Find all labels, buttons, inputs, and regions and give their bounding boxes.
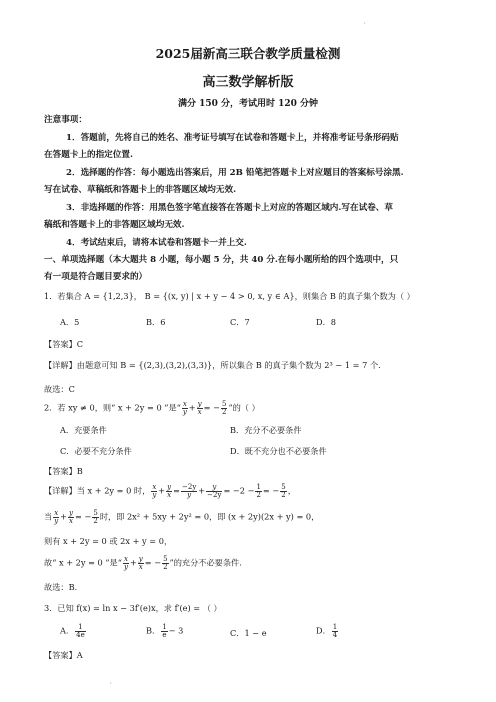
question-2-detail-2-mid: 时，即 2x² + 5xy + 2y² = 0，即 (x + 2y)(2x + y) = 0，: [99, 511, 320, 522]
question-2-detail-2: 当 $\frac{x}{y}$ + $\frac{y}{x}$ = − $\frac{5}{2}$ 时，即 2x² + 5xy + 2y² = 0，即 (x + 2y)(2x + y) = 0，: [44, 509, 320, 525]
question-2-conclusion: 故选：B.: [44, 582, 78, 592]
question-1-detail: 【详解】由题意可知 B = {(2,3),(3,2),(3,3)}，所以集合 B 的真子集个数为 2³ − 1 = 7 个.: [44, 360, 381, 370]
question-2-detail-4: 故“ x + 2y = 0 ”是“ $\frac{x}{y}$ + $\frac{y}{x}$ = − $\frac{5}{2}$ ”的充分不必要条件.: [44, 555, 242, 571]
notice-item-1: 1．答题前，先将自己的姓名、准考证号填写在试卷和答题卡上，并将准考证号条形码贴: [66, 133, 399, 143]
fraction-5-over-2: $\frac{5}{2}$: [221, 400, 227, 416]
question-2-detail-1: 【详解】当 x + 2y = 0 时， $\frac{x}{y}$ + $\frac{y}{x}$ = $\frac{-2y}{y}$ + $\frac{y}{-2y}$ = −2 − $\frac{1}{2}$ = − $\frac{5}{2}$ ，: [44, 483, 296, 499]
question-2-stem: 2．若 xy ≠ 0，则“ x + 2y = 0 ”是“ $\frac{x}{y}$ + $\frac{y}{x}$ = − $\frac{5}{2}$ ”的（ ）: [44, 400, 260, 416]
notice-heading: 注意事项：: [44, 115, 87, 125]
question-1-answer: 【答案】C: [44, 339, 84, 349]
question-1-option-b: B．6: [146, 317, 166, 327]
question-1-stem: 1．若集合 A = {1,2,3}， B = {(x, y) | x + y − 4 > 0, x, y ∈ A}，则集合 B 的真子集个数为（ ）: [44, 291, 415, 301]
notice-item-3: 3．非选择题的作答：用黑色签字笔直接答在答题卡上对应的答题区域内.写在试卷、草: [66, 203, 393, 213]
question-2-option-d: D．既不充分也不必要条件: [230, 446, 327, 456]
fraction-x-over-y: $\frac{x}{y}$: [182, 400, 187, 416]
question-2-detail-4-post: ”的充分不必要条件.: [169, 557, 242, 568]
fraction-y-over-x: $\frac{y}{x}$: [197, 400, 202, 416]
notice-item-3-cont: 稿纸和答题卡上的非答题区域均无效.: [44, 220, 185, 230]
exam-meta: 满分 150 分，考试用时 120 分钟: [177, 99, 319, 109]
notice-item-4: 4．考试结束后，请将本试卷和答题卡一并上交.: [66, 238, 247, 248]
exam-subtitle: 高三数学解析版: [202, 75, 294, 90]
question-2-detail-2-pre: 当: [44, 511, 53, 522]
question-1-option-c: C．7: [230, 317, 250, 327]
question-3-stem: 3．已知 f(x) = ln x − 3f′(e)x，求 f′(e) = （ ）: [44, 603, 222, 613]
question-2-detail-3: 则有 x + 2y = 0 或 2x + y = 0，: [44, 536, 173, 546]
question-2-option-c: C．必要不充分条件: [60, 446, 132, 456]
question-3-option-c: C．1 − e: [230, 628, 267, 638]
section-heading: 一、单项选择题（本大题共 8 小题，每小题 5 分，共 40 分.在每小题所给的四个选项中，只: [44, 255, 399, 265]
section-heading-cont: 有一项是符合题目要求的）: [44, 272, 148, 282]
question-1-option-d: D．8: [316, 317, 336, 327]
corner-mark: ': [364, 22, 366, 29]
question-3-option-b: B． $\frac{1}{e}$ − 3: [146, 623, 184, 639]
question-2-option-a: A．充要条件: [60, 425, 107, 435]
question-2-stem-pre: 2．若 xy ≠ 0，则“ x + 2y = 0 ”是“: [44, 402, 181, 413]
question-1-conclusion: 故选：C: [44, 384, 75, 394]
question-2-stem-post: ”的（ ）: [228, 402, 260, 413]
question-2-answer: 【答案】B: [44, 466, 83, 476]
question-3-option-a: A． $\frac{1}{4e}$: [60, 623, 85, 639]
notice-item-2: 2．选择题的作答：每小题选出答案后，用 2B 铅笔把答题卡上对应题目的答案标号涂黑.: [66, 168, 404, 178]
question-2-detail-1-pre: 【详解】当 x + 2y = 0 时，: [44, 485, 151, 496]
footer-mark: ': [110, 682, 112, 689]
question-3-answer: 【答案】A: [44, 650, 83, 660]
question-3-option-d: D． $\frac{1}{4}$: [316, 623, 338, 639]
question-2-detail-4-pre: 故“ x + 2y = 0 ”是“: [44, 557, 122, 568]
question-2-option-b: B．充分不必要条件: [230, 425, 302, 435]
exam-title: 2025届新高三联合教学质量检测: [155, 46, 341, 61]
question-1-option-a: A．5: [60, 317, 80, 327]
notice-item-1-cont: 在答题卡上的指定位置.: [44, 150, 133, 160]
notice-item-2-cont: 写在试卷、草稿纸和答题卡上的非答题区域均无效.: [44, 185, 237, 195]
